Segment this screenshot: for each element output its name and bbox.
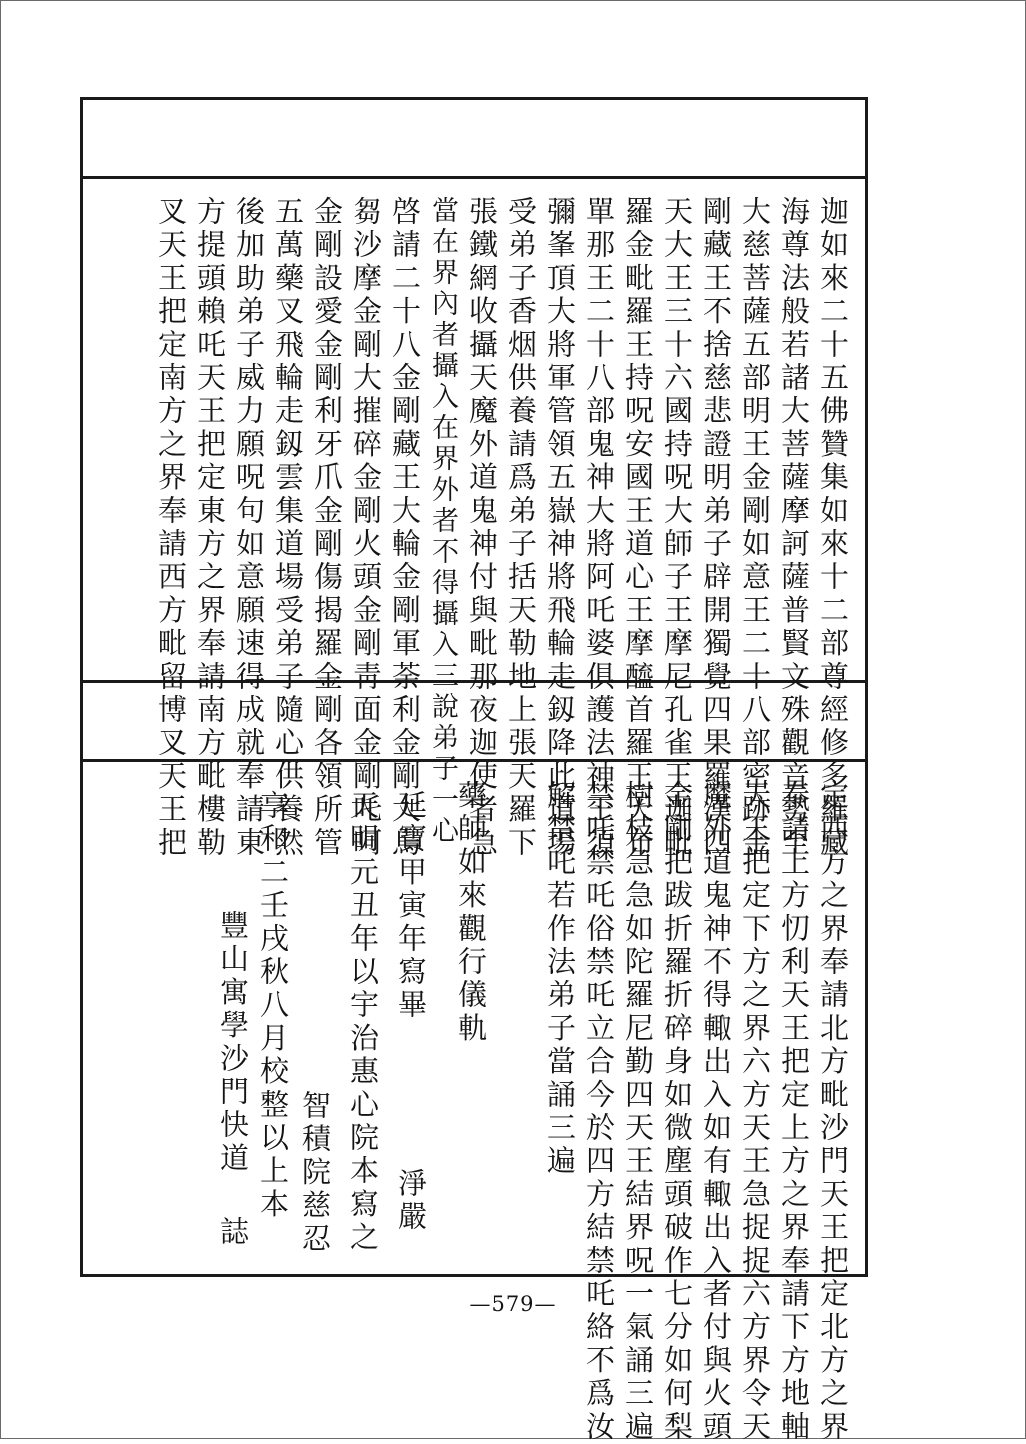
upper-column: 當在界內者攝入在界外者不得攝入三說弟子一心	[427, 196, 458, 847]
lower-column: 奉請上方忉利天王把定上方之界奉請下方地軸	[777, 780, 811, 1444]
colophon-line: 享和二壬戌秋八月校整以上本	[256, 790, 290, 1222]
top-rule	[80, 176, 868, 179]
lower-column: 金剛把跋折羅折碎身如微塵頭破作七分如何梨	[660, 780, 694, 1444]
upper-column: 單那王二十八部鬼神大將阿吒婆俱護法神王須	[582, 196, 616, 860]
document-title: 藥師如來觀行儀軌	[454, 780, 488, 1046]
colophon-line: 天明元丑年以宇治惠心院本寫之	[346, 790, 380, 1255]
colophon-signature: 淨嚴	[394, 1168, 428, 1235]
upper-column: 金剛設愛金剛利牙爪金剛傷揭羅金剛各領所管	[310, 196, 344, 860]
upper-column: 張鐵網收攝天魔外道鬼神付與毗那夜迦使者急	[465, 196, 499, 860]
upper-column: 大慈菩薩五部明王金剛如意王二十八部密跡金	[738, 196, 772, 860]
upper-column: 五萬藥叉飛輪走釼雲集道場受弟子隨心供養然	[271, 196, 305, 860]
upper-column: 方提頭賴吒天王把定東方之界奉請南方毗樓勒	[193, 196, 227, 860]
colophon-line: 延寶甲寅年寫畢	[394, 790, 428, 1023]
upper-column: 後加助弟子威力願呪句如意願速得成就奉請東	[232, 196, 266, 860]
upper-column: 啓請二十八金剛藏王大輪金剛軍荼利金剛大烏	[388, 196, 422, 860]
colophon-signature: 誌	[216, 1216, 250, 1250]
lower-column: 天王把定下方之界六方天王急捉捉六方界令天	[738, 780, 772, 1444]
upper-column: 彌峯頂大將軍管領五嶽神將飛輪走釼降此道場	[543, 196, 577, 860]
lower-column: 定西方之界奉請北方毗沙門天王把定北方之界	[816, 780, 850, 1444]
upper-column: 天大王三十六國持呪大師子王摩尼孔雀王迦毗	[660, 196, 694, 860]
colophon-signature: 智積院慈忍	[298, 1090, 332, 1256]
upper-column: 迦如來二十五佛贊集如來十二部尊經修多羅藏	[816, 196, 850, 860]
lower-column: 樹枝急急如陀羅尼勤四天王結界呪一氣誦三遍	[621, 780, 655, 1444]
upper-column: 受弟子香烟供養請爲弟子括天勒地上張天羅下	[504, 196, 538, 860]
lower-column: 魔外道鬼神不得輙出入如有輙出入者付與火頭	[699, 780, 733, 1444]
upper-column: 剛藏王不捨慈悲證明弟子辟開獨覺四果羅漢四	[699, 196, 733, 860]
lower-column: 禁吒禁吒俗禁吒立合今於四方結禁吒絡不爲汝	[582, 780, 616, 1444]
upper-column: 羅金毗羅王持呪安國王道心王摩醯首羅王天布	[621, 196, 655, 860]
upper-column: 叉天王把定南方之界奉請西方毗留博叉天王把	[154, 196, 188, 860]
upper-column: 海尊法般若諸大菩薩摩訶薩普賢文殊觀音勢至	[777, 196, 811, 860]
colophon-signature: 豐山寓學沙門快道	[216, 910, 250, 1176]
upper-column: 芻沙摩金剛大摧碎金剛火頭金剛靑面金剛吒呵	[349, 196, 383, 860]
page-number: —579—	[469, 1292, 557, 1316]
lower-column: 解禁吒若作法弟子當誦三遍	[543, 780, 577, 1179]
